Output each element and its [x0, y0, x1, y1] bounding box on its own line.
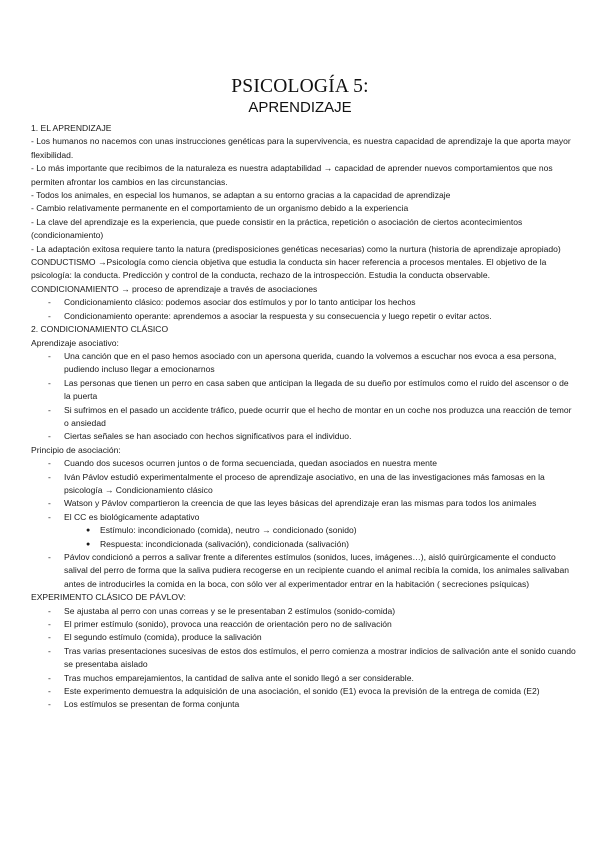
- paragraph: - Lo más importante que recibimos de la naturaleza es nuestra adaptabilidad → capacidad de aprender nuevos comportamientos que nos permiten afrontar los cambios en las circunstancias.: [31, 163, 553, 187]
- paragraph: Principio de asociación:: [31, 444, 121, 455]
- paragraph: CONDUCTISMO →Psicología como ciencia objetiva que estudia la conducta sin hacer referencia a procesos mentales. El objetivo de la psicología: la conducta. Predicción y control de la conducta, rechazo de la introspección. Estudia la conducta observable.: [31, 257, 547, 281]
- list-item: - Pávlov condicionó a perros a salivar frente a diferentes estímulos (sonidos, luces, imágenes…), aisló quirúrgicamente el conducto salival del perro de forma que la saliva pudiera recogerse en un recipiente cuando el animal recibía la comida, los animales salivaban antes de introducirles la comida en la boca, con sólo ver al experimentador entrar en la habitación ( secreciones psíquicas): [31, 551, 576, 591]
- document-title: PSICOLOGÍA 5:: [231, 76, 369, 97]
- document-body: [31, 122, 576, 712]
- paragraph: 1. EL APRENDIZAJE: [31, 123, 112, 133]
- list-item: - Iván Pávlov estudió experimentalmente el proceso de aprendizaje asociativo, en una de las investigaciones más famosas en la psicología → Condicionamiento clásico: [31, 471, 576, 498]
- list-item: - Este experimento demuestra la adquisición de una asociación, el sonido (E1) evoca la previsión de la entrega de comida (E2): [31, 685, 576, 698]
- sub-list-item: ● Respuesta: incondicionada (salivación), condicionada (salivación): [31, 538, 576, 551]
- paragraph: EXPERIMENTO CLÁSICO DE PÁVLOV:: [31, 592, 186, 603]
- list-item: - El segundo estímulo (comida), produce la salivación: [31, 631, 576, 644]
- list-item: - Condicionamiento operante: aprendemos a asociar la respuesta y su consecuencia y luego repetir o evitar actos.: [31, 310, 576, 323]
- list-item: - Tras varias presentaciones sucesivas de estos dos estímulos, el perro comienza a mostrar indicios de salivación ante el sonido cuando se presentaba aislado: [31, 645, 576, 672]
- list-item: - Una canción que en el paso hemos asociado con un apersona querida, cuando la volvemos a escuchar nos evoca a esa persona, pudiendo incluso llegar a emocionarnos: [31, 350, 576, 377]
- list-item: - Las personas que tienen un perro en casa saben que anticipan la llegada de su dueño por estímulos como el ruido del ascensor o de la puerta: [31, 377, 576, 404]
- paragraph: - La adaptación exitosa requiere tanto la natura (predisposiciones genéticas necesarias) como la nurtura (historia de aprendizaje apropiado): [31, 243, 561, 254]
- list-item: - Si sufrimos en el pasado un accidente tráfico, puede ocurrir que el hecho de montar en un coche nos produzca una reacción de temor o ansiedad: [31, 404, 576, 431]
- list-item: - Tras muchos emparejamientos, la cantidad de saliva ante el sonido llegó a ser considerable.: [31, 672, 576, 685]
- list-item: - El primer estímulo (sonido), provoca una reacción de orientación pero no de salivación: [31, 618, 576, 631]
- list-item: - El CC es biológicamente adaptativo: [31, 511, 576, 524]
- paragraph: CONDICIONAMIENTO → proceso de aprendizaje a través de asociaciones: [31, 283, 318, 294]
- paragraph: - Cambio relativamente permanente en el comportamiento de un organismo debido a la experiencia: [31, 203, 409, 214]
- list-item: - Los estímulos se presentan de forma conjunta: [31, 698, 576, 711]
- paragraph: 2. CONDICIONAMIENTO CLÁSICO: [31, 324, 169, 335]
- list-item: - Se ajustaba al perro con unas correas y se le presentaban 2 estímulos (sonido-comida): [31, 605, 576, 618]
- paragraph: Aprendizaje asociativo:: [31, 337, 119, 348]
- list-item: - Ciertas señales se han asociado con hechos significativos para el individuo.: [31, 430, 576, 443]
- list-item: - Condicionamiento clásico: podemos asociar dos estímulos y por lo tanto anticipar los hechos: [31, 296, 576, 309]
- document-subtitle: APRENDIZAJE: [248, 99, 352, 116]
- list-item: - Watson y Pávlov compartieron la creencia de que las leyes básicas del aprendizaje eran las mismas para todos los animales: [31, 497, 576, 510]
- paragraph: - La clave del aprendizaje es la experiencia, que puede consistir en la práctica, repetición o asociación de ciertos acontecimientos (condicionamiento): [31, 216, 523, 241]
- paragraph: - Los humanos no nacemos con unas instrucciones genéticas para la supervivencia, es nuestra capacidad de aprendizaje la que aporta mayor flexibilidad.: [31, 136, 571, 160]
- list-item: - Cuando dos sucesos ocurren juntos o de forma secuenciada, quedan asociados en nuestra mente: [31, 457, 576, 470]
- paragraph: - Todos los animales, en especial los humanos, se adaptan a su entorno gracias a la capacidad de aprendizaje: [31, 190, 451, 201]
- sub-list-item: ● Estímulo: incondicionado (comida), neutro → condicionado (sonido): [31, 524, 576, 537]
